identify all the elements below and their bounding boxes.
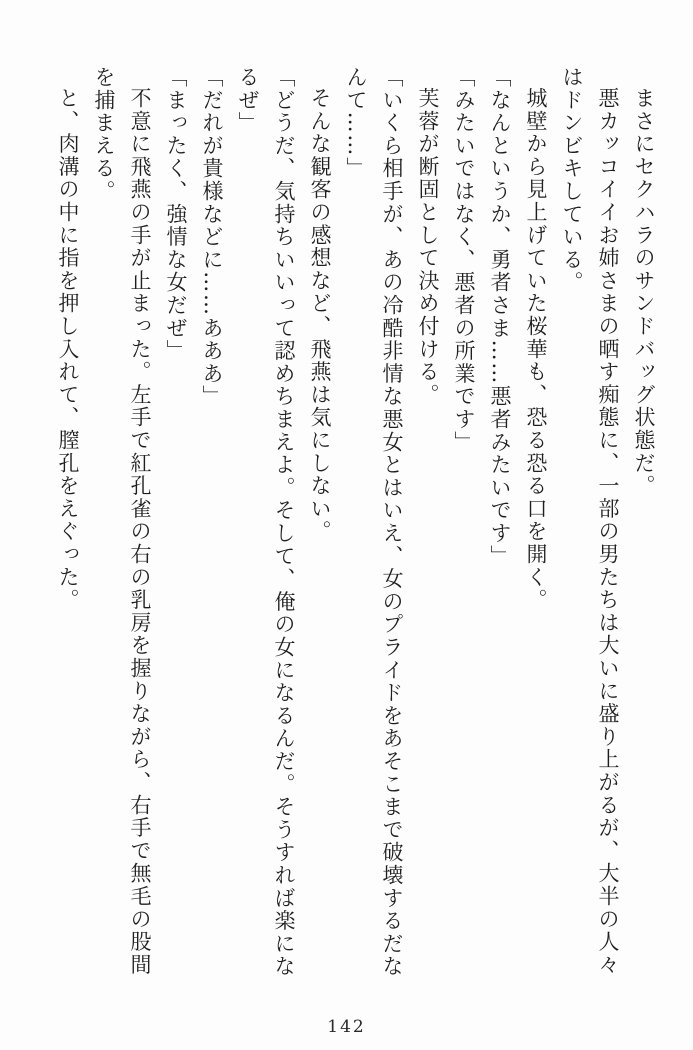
paragraph: と、肉溝の中に指を押し入れて、膣孔をえぐった。 (56, 87, 80, 612)
page-text (50, 66, 662, 978)
paragraph: 「なんというか、勇者さま……悪者みたいです」 (488, 66, 512, 568)
paragraph: そんな観客の感想など、飛燕は気にしない。 (308, 87, 332, 543)
paragraph: まさにセクハラのサンドバッグ状態だ。 (632, 87, 656, 498)
paragraph: 城壁から見上げていた桜華も、恐る恐る口を開く。 (524, 87, 548, 612)
page-number: 142 (327, 1017, 366, 1037)
paragraph: 「どうだ、気持ちいいって認めちまえよ。そして、俺の女になるんだ。そうすれば楽になるぜ」 (236, 66, 296, 978)
paragraph: 不意に飛燕の手が止まった。左手で紅孔雀の右の乳房を握りながら、右手で無毛の股間を捕まえる。 (92, 66, 152, 977)
paragraph: 「いくら相手が、あの冷酷非情な悪女とはいえ、女のプライドをあそこまで破壊するだなんて……」 (344, 66, 404, 978)
paragraph: 「だれが貴様などに……あああ」 (200, 66, 224, 408)
paragraph: 「みたいではなく、悪者の所業です」 (452, 66, 476, 454)
paragraph: 悪カッコイイお姉さまの晒す痴態に、一部の男たちは大いに盛り上がるが、大半の人々はドンビキしている。 (560, 66, 620, 977)
paragraph: 「まったく、強情な女だぜ」 (164, 66, 188, 363)
paragraph: 芙蓉が断固として決め付ける。 (416, 87, 440, 407)
